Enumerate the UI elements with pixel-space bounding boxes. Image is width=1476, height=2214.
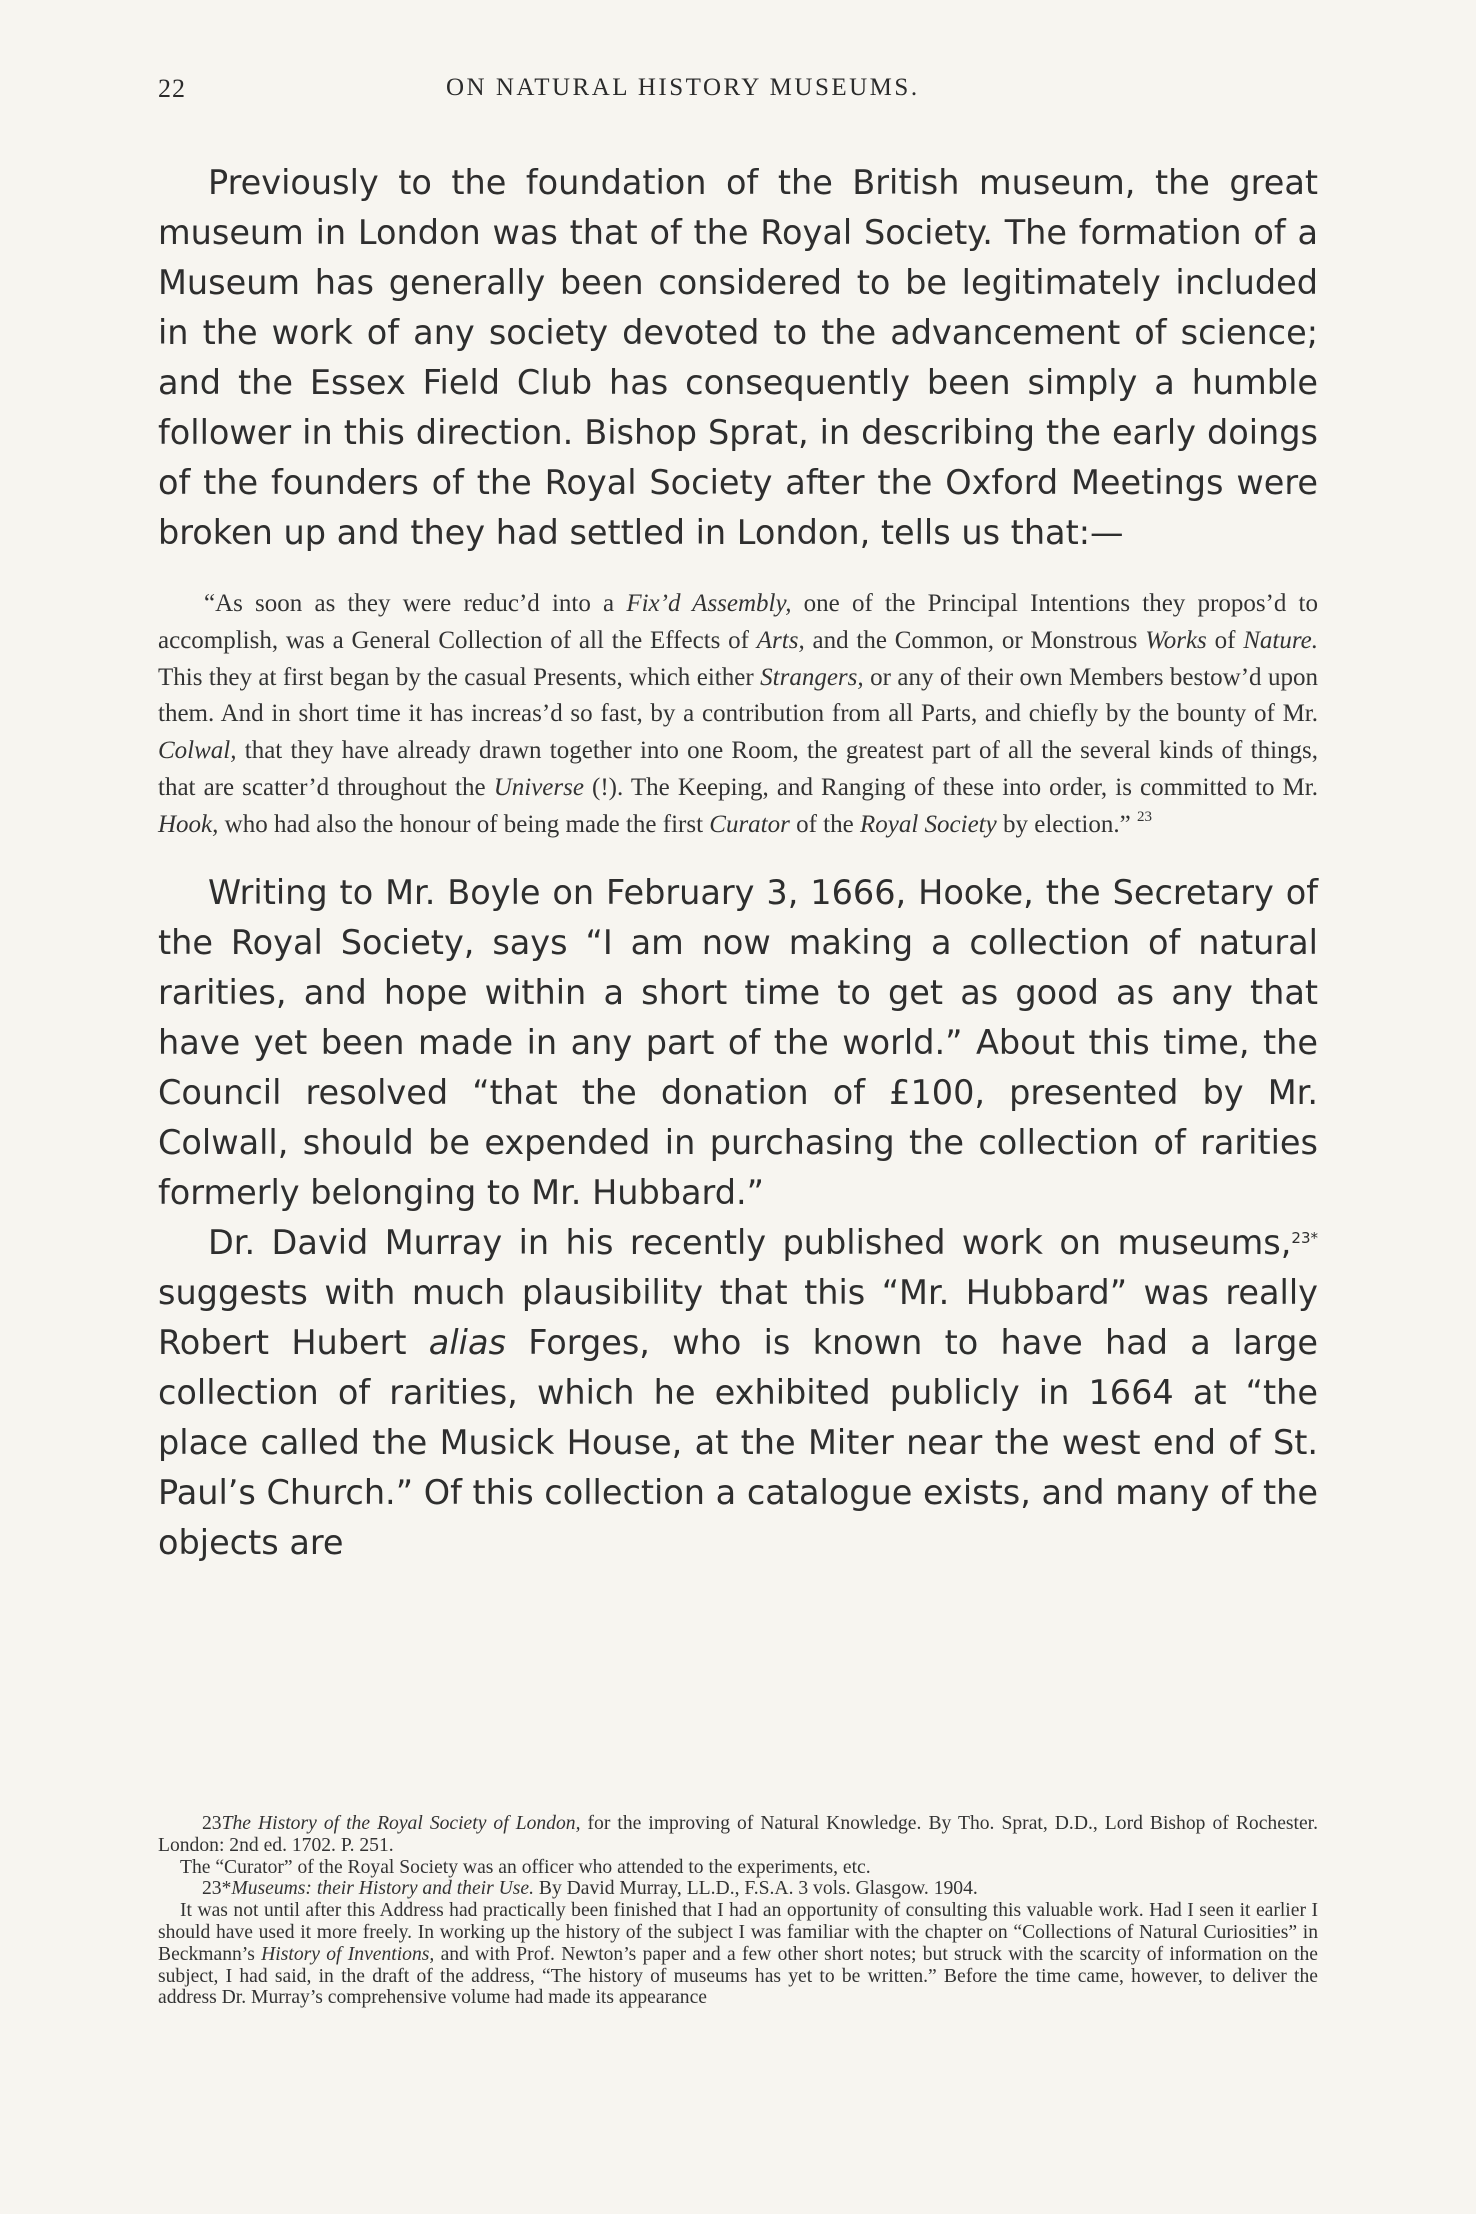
quote-text: and the Common, or Monstrous (804, 626, 1146, 654)
quote-text: of (1206, 626, 1244, 654)
footnote-text: By David Murray, LL.D., F.S.A. 3 vols. Glasgow. 1904. (533, 1878, 978, 1900)
footnote-text: for the improving of Natural Knowledge. By Tho. Sprat, D.D., Lord Bishop of Rochester. London: 2nd ed. 1702. P. 251. (158, 1813, 1319, 1856)
paragraph-hooke: Writing to Mr. Boyle on February 3, 1666, Hooke, the Secretary of the Royal Society, says “I am now making a collection of natural rarities, and hope within a short time to get as good as any that have yet been made in any part of the world.” About this time, the Council resolved “that the donation of £100, presented by Mr. Colwall, should be expended in purchasing the collection of rarities formerly belonging to Mr. Hubbard.” (158, 872, 1318, 1212)
murray-text: suggests with much plausibility that this “Mr. Hubbard” was really Robert Hubert (158, 1272, 1318, 1362)
quote-text: one of the Principal Intentions they propos’d to accomplish, was a General Collection of all the Effects of (158, 590, 1318, 654)
paragraph-murray (158, 1218, 1318, 1568)
quote-italic: Curator (709, 810, 790, 838)
footnote-23 (158, 1813, 1318, 1857)
footnote-text: It was not until after this Address had practically been finished that I had an opportunity of consulting this valuable work. Had I seen it earlier I should have used it more freely. In working up the history of the subject I was familiar with the chapter on “Collections of Natural Curiosities” in Beckmann’s (158, 1900, 1318, 1965)
footnote-23-star (158, 1878, 1318, 1900)
quote-italic: Colwal, (158, 737, 237, 765)
quote-italic: Royal Society (859, 810, 997, 838)
page-body (158, 158, 1318, 1568)
quote-italic: Arts, (756, 626, 805, 654)
quote-text: This they at first began by the casual Presents, which either (158, 663, 761, 691)
footnote-ref-23: 23 (1136, 808, 1152, 825)
quote-italic: Nature. (1243, 626, 1318, 654)
footnote-italic: The History of the Royal Society of London, (221, 1813, 581, 1834)
page-header (158, 74, 1316, 114)
quote-italic: Strangers, (760, 663, 864, 691)
quote-text: “As soon as they were reduc’d into a (204, 590, 627, 617)
murray-italic: alias (428, 1322, 506, 1362)
quote-text: that they have already drawn together into one Room, the greatest part of all the several kinds of things, that are scatter’d throughout the (158, 737, 1318, 801)
footnote-number: 23 (202, 1813, 222, 1834)
footnote-text: and with Prof. Newton’s paper and a few other short notes; but struck with the scarcity of information on the subject, I had said, in the draft of the address, “The history of museums has yet to be written.” Before the time came, however, to deliver the address Dr. Murray’s comprehensive volume had made its appearance (158, 1943, 1319, 2009)
quote-text: or any of their own Members bestow’d upon them. And in short time it has increas’d so fast, by a contribution from all Parts, and chiefly by the bounty of Mr. (158, 663, 1318, 728)
footnote-curator-note: The “Curator” of the Royal Society was an officer who attended to the experiments, etc. (180, 1856, 871, 1878)
footnote-number: 23* (202, 1878, 232, 1900)
page-number: 22 (158, 74, 186, 103)
footnote-italic: Museums: their History and their Use. (231, 1878, 534, 1900)
quote-text: who had also the honour of being made the first (218, 810, 710, 838)
paragraph-royal-society: Previously to the foundation of the British museum, the great museum in London was that of the Royal Society. The formation of a Museum has generally been considered to be legitimately included in the work of any society devoted to the advancement of science; and the Essex Field Club has consequently been simply a humble follower in this direction. Bishop Sprat, in describing the early doings of the founders of the Royal Society after the Oxford Meetings were broken up and they had settled in London, tells us that:— (158, 163, 1318, 552)
sprat-quotation (158, 586, 1318, 844)
quote-text: of the (789, 810, 860, 838)
quote-italic: Hook, (158, 810, 219, 838)
running-title: ON NATURAL HISTORY MUSEUMS. (446, 74, 920, 101)
quote-text: (!). The Keeping, and Ranging of these into order, is committed to Mr. (583, 773, 1318, 801)
murray-text: Forges, who is known to have had a large collection of rarities, which he exhibited publicly in 1664 at “the place called the Musick House, at the Miter near the west end of St. Paul’s Church.” Of this collection a catalogue exists, and many of the objects are (158, 1322, 1318, 1562)
footnote-murray-note (158, 1900, 1318, 2009)
quote-italic: Fix’d Assembly, (626, 590, 792, 617)
footnotes (158, 1813, 1318, 2009)
quote-italic: Universe (493, 773, 584, 801)
quote-italic: Works (1145, 626, 1207, 654)
quote-text: by election.” (996, 810, 1131, 838)
footnote-italic: History of Inventions, (261, 1943, 435, 1965)
murray-text: Dr. David Murray in his recently published work on museums, (208, 1222, 1292, 1262)
footnote-ref-23-star: 23* (1291, 1228, 1318, 1247)
